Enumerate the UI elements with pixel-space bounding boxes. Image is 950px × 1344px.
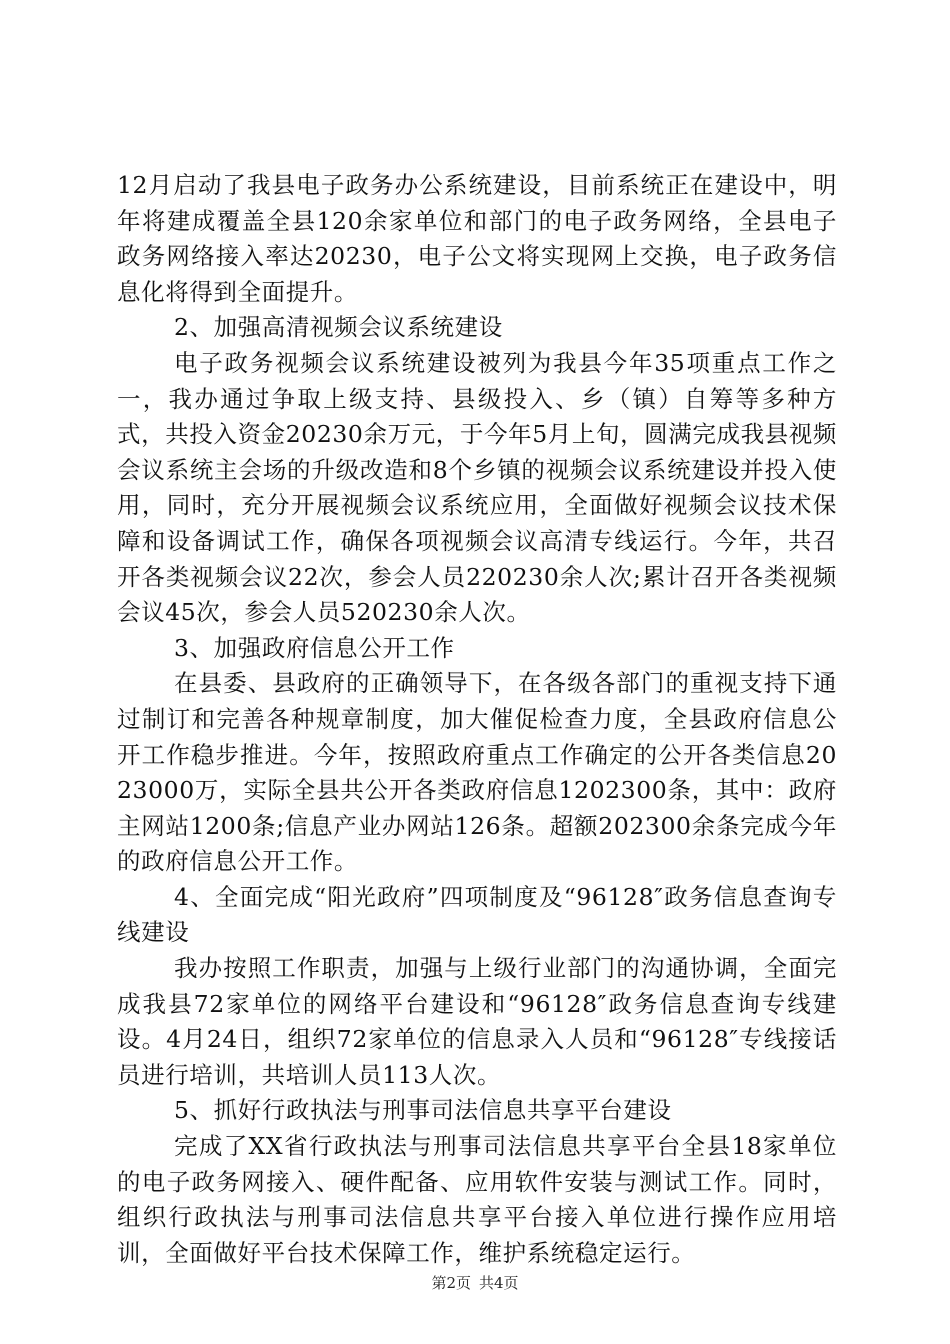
page-footer <box>0 1272 950 1293</box>
paragraph-continuation: 12月启动了我县电子政务办公系统建设，目前系统正在建设中，明年将建成覆盖全县120余家单位和部门的电子政务网络，全县电子政务网络接入率达20230，电子公文将实现网上交换，电子政务信息化将得到全面提升。 <box>117 171 837 306</box>
document-body <box>117 168 837 1271</box>
paragraph-info-sharing: 完成了XX省行政执法与刑事司法信息共享平台全县18家单位的电子政务网接入、硬件配备、应用软件安装与测试工作。同时，组织行政执法与刑事司法信息共享平台接入单位进行操作应用培训，全面做好平台技术保障工作，维护系统稳定运行。 <box>117 1132 837 1267</box>
paragraph-info-disclosure: 在县委、县政府的正确领导下，在各级各部门的重视支持下通过制订和完善各种规章制度，加大催促检查力度，全县政府信息公开工作稳步推进。今年，按照政府重点工作确定的公开各类信息2023000万，实际全县共公开各类政府信息1202300条，其中：政府主网站1200条;信息产业办网站126条。超额202300余条完成今年的政府信息公开工作。 <box>117 669 837 876</box>
section-heading-5: 5、抓好行政执法与刑事司法信息共享平台建设 <box>174 1096 672 1125</box>
page-number: 第2页 <box>431 1274 471 1292</box>
section-heading-2: 2、加强高清视频会议系统建设 <box>174 313 503 342</box>
section-heading-4: 4、全面完成“阳光政府”四项制度及“96128″政务信息查询专线建设 <box>117 882 837 947</box>
section-heading-3: 3、加强政府信息公开工作 <box>174 633 455 662</box>
paragraph-video-conference: 电子政务视频会议系统建设被列为我县今年35项重点工作之一，我办通过争取上级支持、县级投入、乡（镇）自筹等多种方式，共投入资金20230余万元，于今年5月上旬，圆满完成我县视频会议系统主会场的升级改造和8个乡镇的视频会议系统建设并投入使用，同时，充分开展视频会议系统应用，全面做好视频会议技术保障和设备调试工作，确保各项视频会议高清专线运行。今年，共召开各类视频会议22次，参会人员220230余人次;累计召开各类视频会议45次，参会人员520230余人次。 <box>117 348 837 627</box>
page-total: 共4页 <box>479 1274 519 1292</box>
paragraph-hotline: 我办按照工作职责，加强与上级行业部门的沟通协调，全面完成我县72家单位的网络平台建设和“96128″政务信息查询专线建设。4月24日，组织72家单位的信息录入人员和“96128″专线接话员进行培训，共培训人员113人次。 <box>117 954 837 1089</box>
